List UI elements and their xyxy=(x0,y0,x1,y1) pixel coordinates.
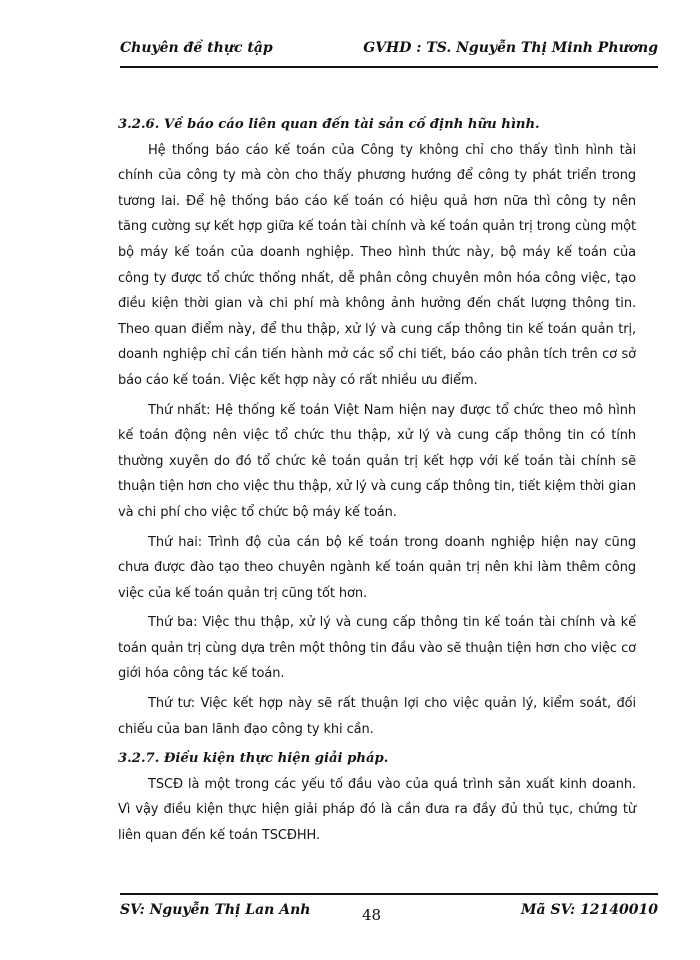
page-number: 48 xyxy=(362,906,382,924)
header-advisor: GVHD : TS. Nguyễn Thị Minh Phương xyxy=(363,40,658,56)
paragraph-report-system: Hệ thống báo cáo kế toán của Công ty không chỉ cho thấy tình hình tài chính của công ty mà còn cho thấy phương hướng để công ty phát triển trong tương lai. Để hệ thống báo cáo kế toán có hiệu quả hơn nữa thì công ty nên tăng cường sự kết hợp giữa kế toán tài chính và kế toán quản trị trong cùng một bộ máy kế toán của doanh nghiệp. Theo hình thức này, bộ máy kế toán của công ty được tổ chức thống nhất, dễ phân công chuyên môn hóa công việc, tạo điều kiện thời gian và chi phí mà không ảnh hưởng đến chất lượng thông tin. Theo quan điểm này, để thu thập, xử lý và cung cấp thông tin kế toán quản trị, doanh nghiệp chỉ cần tiến hành mở các sổ chi tiết, báo cáo phân tích trên cơ sở báo cáo kế toán. Việc kết hợp này có rất nhiều ưu điểm. xyxy=(118,142,636,388)
document-body xyxy=(118,112,636,853)
paragraph-implementation-conditions: TSCĐ là một trong các yếu tố đầu vào của quá trình sản xuất kinh doanh. Vì vậy điều kiện thực hiện giải pháp đó là cần đưa ra đầy đủ thủ tục, chứng từ liên quan đến kế toán TSCĐHH. xyxy=(118,776,636,844)
paragraph-first-point: Thứ nhất: Hệ thống kế toán Việt Nam hiện nay được tổ chức theo mô hình kế toán động nên việc tổ chức thu thập, xử lý và cung cấp thông tin có tính thường xuyên do đó tổ chức kê toán quản trị kết hợp với kế toán tài chính sẽ thuận tiện hơn cho việc thu thập, xử lý và cung cấp thông tin, tiết kiệm thời gian và chi phí cho việc tổ chức bộ máy kế toán. xyxy=(118,402,636,520)
paragraph-fourth-point: Thứ tư: Việc kết hợp này sẽ rất thuận lợi cho việc quản lý, kiểm soát, đối chiếu của ban lãnh đạo công ty khi cần. xyxy=(118,696,636,737)
paragraph-third-point: Thứ ba: Việc thu thập, xử lý và cung cấp thông tin kế toán tài chính và kế toán quản trị cùng dựa trên một thông tin đầu vào sẽ thuận tiện hơn cho việc cơ giới hóa công tác kế toán. xyxy=(118,615,636,682)
page-footer xyxy=(120,893,658,925)
section-heading-3-2-7: 3.2.7. Điều kiện thực hiện giải pháp. xyxy=(118,751,389,767)
footer-student-id: Mã SV: 12140010 xyxy=(521,902,658,918)
page-header xyxy=(120,38,658,68)
paragraph-second-point: Thứ hai: Trình độ của cán bộ kế toán trong doanh nghiệp hiện nay cũng chưa được đào tạo theo chuyên ngành kế toán quản trị nên khi làm thêm công việc của kế toán quản trị cũng tốt hơn. xyxy=(118,534,636,601)
header-title: Chuyên đề thực tập xyxy=(120,40,273,56)
section-heading-3-2-6: 3.2.6. Về báo cáo liên quan đến tài sản cố định hữu hình. xyxy=(118,117,540,132)
footer-student-name: SV: Nguyễn Thị Lan Anh xyxy=(120,902,311,918)
